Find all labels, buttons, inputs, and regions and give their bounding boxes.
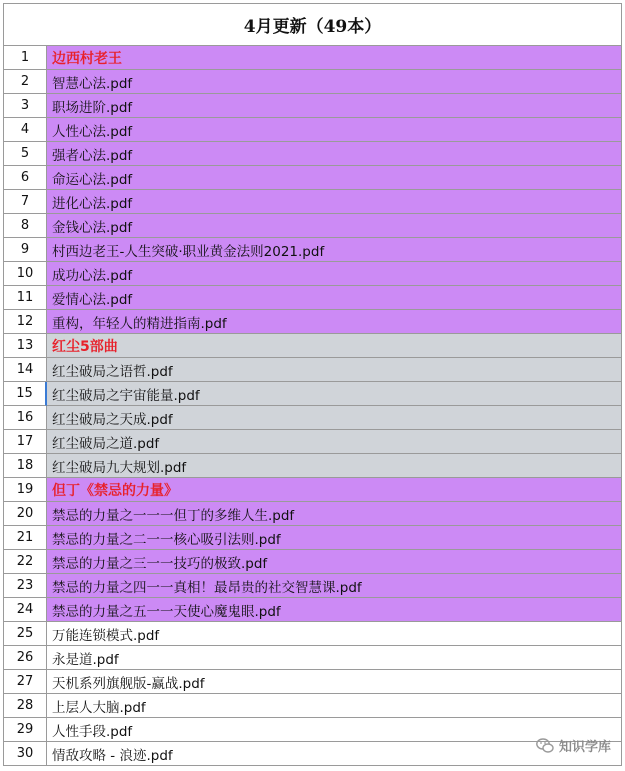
row-number[interactable]: 19 <box>3 478 47 502</box>
file-name-cell[interactable]: 永是道.pdf <box>47 646 622 670</box>
table-row <box>3 142 622 166</box>
table-row <box>3 358 622 382</box>
table-row <box>3 454 622 478</box>
row-number[interactable]: 4 <box>3 118 47 142</box>
row-number[interactable]: 22 <box>3 550 47 574</box>
file-name-cell[interactable]: 进化心法.pdf <box>47 190 622 214</box>
table-row <box>3 286 622 310</box>
table-row <box>3 670 622 694</box>
file-name-cell[interactable]: 成功心法.pdf <box>47 262 622 286</box>
table-row <box>3 214 622 238</box>
table-row <box>3 430 622 454</box>
file-name-cell[interactable]: 职场进阶.pdf <box>47 94 622 118</box>
table-row <box>3 310 622 334</box>
row-number[interactable]: 12 <box>3 310 47 334</box>
table-row <box>3 502 622 526</box>
row-number[interactable]: 14 <box>3 358 47 382</box>
sheet-title[interactable]: 4月更新（49本） <box>3 3 622 46</box>
row-number[interactable]: 7 <box>3 190 47 214</box>
row-number[interactable]: 29 <box>3 718 47 742</box>
file-name-cell[interactable]: 红尘破局之道.pdf <box>47 430 622 454</box>
file-name-cell[interactable]: 红尘破局之天成.pdf <box>47 406 622 430</box>
row-number[interactable]: 30 <box>3 742 47 766</box>
row-number[interactable]: 2 <box>3 70 47 94</box>
file-name-cell[interactable]: 智慧心法.pdf <box>47 70 622 94</box>
file-name-cell[interactable]: 禁忌的力量之三一一技巧的极致.pdf <box>47 550 622 574</box>
row-number[interactable]: 8 <box>3 214 47 238</box>
file-name-cell[interactable]: 禁忌的力量之五一一天使心魔鬼眼.pdf <box>47 598 622 622</box>
table-row <box>3 118 622 142</box>
file-name-cell[interactable]: 红尘破局之宇宙能量.pdf <box>47 382 622 406</box>
table-row <box>3 742 622 766</box>
table-row <box>3 694 622 718</box>
file-name-cell[interactable]: 禁忌的力量之一一一但丁的多维人生.pdf <box>47 502 622 526</box>
file-name-cell[interactable]: 万能连锁模式.pdf <box>47 622 622 646</box>
row-number[interactable]: 25 <box>3 622 47 646</box>
group-header-cell[interactable]: 边西村老王 <box>47 46 622 70</box>
row-number[interactable]: 28 <box>3 694 47 718</box>
table-row <box>3 238 622 262</box>
table-row <box>3 94 622 118</box>
group-header-cell[interactable]: 但丁《禁忌的力量》 <box>47 478 622 502</box>
row-number[interactable]: 13 <box>3 334 47 358</box>
watermark-text: 知识学库 <box>558 740 611 755</box>
table-row <box>3 598 622 622</box>
row-number[interactable]: 26 <box>3 646 47 670</box>
file-name-cell[interactable]: 红尘破局九大规划.pdf <box>47 454 622 478</box>
row-number[interactable]: 1 <box>3 46 47 70</box>
row-number[interactable]: 17 <box>3 430 47 454</box>
row-number[interactable]: 21 <box>3 526 47 550</box>
row-number[interactable]: 6 <box>3 166 47 190</box>
row-number[interactable]: 15 <box>3 382 47 406</box>
table-row <box>3 406 622 430</box>
table-row <box>3 478 622 502</box>
row-number[interactable]: 18 <box>3 454 47 478</box>
file-name-cell[interactable]: 天机系列旗舰版-赢战.pdf <box>47 670 622 694</box>
table-row <box>3 70 622 94</box>
row-number[interactable]: 11 <box>3 286 47 310</box>
table-row <box>3 334 622 358</box>
row-number[interactable]: 9 <box>3 238 47 262</box>
row-number[interactable]: 23 <box>3 574 47 598</box>
file-name-cell[interactable]: 金钱心法.pdf <box>47 214 622 238</box>
file-name-cell[interactable]: 爱情心法.pdf <box>47 286 622 310</box>
table-row <box>3 382 622 406</box>
file-name-cell[interactable]: 村西边老王-人生突破·职业黄金法则2021.pdf <box>47 238 622 262</box>
file-name-cell[interactable]: 人性手段.pdf <box>47 718 622 742</box>
file-name-cell[interactable]: 上层人大脑.pdf <box>47 694 622 718</box>
table-row <box>3 526 622 550</box>
table-row <box>3 166 622 190</box>
table-row <box>3 646 622 670</box>
file-name-cell[interactable]: 命运心法.pdf <box>47 166 622 190</box>
table-row <box>3 190 622 214</box>
table-row <box>3 622 622 646</box>
row-number[interactable]: 10 <box>3 262 47 286</box>
table-row <box>3 550 622 574</box>
row-number[interactable]: 3 <box>3 94 47 118</box>
file-name-cell[interactable]: 重构，年轻人的精进指南.pdf <box>47 310 622 334</box>
table-row <box>3 46 622 70</box>
watermark <box>536 736 611 755</box>
group-header-cell[interactable]: 红尘5部曲 <box>47 334 622 358</box>
file-name-cell[interactable]: 红尘破局之语哲.pdf <box>47 358 622 382</box>
file-name-cell[interactable]: 情敌攻略 - 浪迹.pdf <box>47 742 622 766</box>
table-row <box>3 574 622 598</box>
file-name-cell[interactable]: 禁忌的力量之四一一真相！最昂贵的社交智慧课.pdf <box>47 574 622 598</box>
row-number[interactable]: 16 <box>3 406 47 430</box>
wechat-icon <box>536 738 554 754</box>
table-row <box>3 718 622 742</box>
data-grid <box>3 46 622 766</box>
file-name-cell[interactable]: 强者心法.pdf <box>47 142 622 166</box>
row-number[interactable]: 27 <box>3 670 47 694</box>
file-name-cell[interactable]: 人性心法.pdf <box>47 118 622 142</box>
row-number[interactable]: 20 <box>3 502 47 526</box>
table-row <box>3 262 622 286</box>
row-number[interactable]: 24 <box>3 598 47 622</box>
file-name-cell[interactable]: 禁忌的力量之二一一核心吸引法则.pdf <box>47 526 622 550</box>
row-number[interactable]: 5 <box>3 142 47 166</box>
